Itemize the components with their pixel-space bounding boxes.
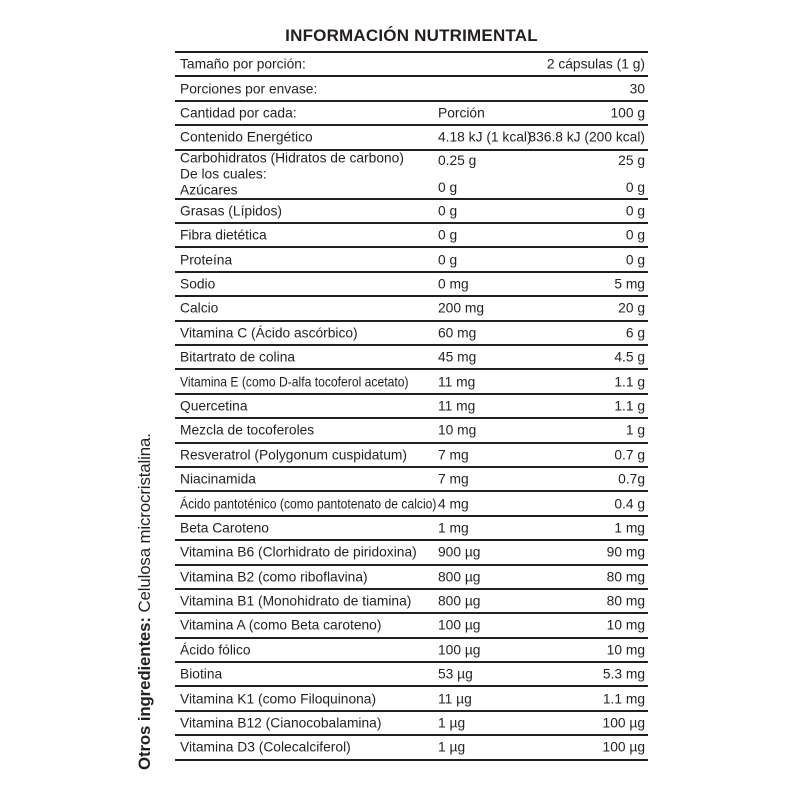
row-label: Contenido Energético bbox=[180, 129, 313, 145]
row-label: Bitartrato de colina bbox=[180, 349, 296, 365]
row-label: Ácido fólico bbox=[180, 642, 251, 658]
portion-value: 1 µg bbox=[438, 739, 466, 755]
table-row bbox=[175, 224, 648, 248]
portion-value: 800 µg bbox=[438, 593, 481, 609]
portion-value: 0 g bbox=[438, 252, 458, 268]
table-row bbox=[175, 639, 648, 663]
portion-value: 60 mg bbox=[438, 325, 477, 341]
row-label-text: Ácido pantoténico (como pantotenato de calcio) bbox=[180, 496, 437, 512]
per100-value: 0 g bbox=[625, 179, 645, 195]
row-label-line: De los cuales: bbox=[180, 166, 267, 182]
table-row bbox=[175, 468, 648, 492]
other-ingredients-text: Celulosa microcristalina. bbox=[135, 433, 154, 618]
table-row bbox=[175, 200, 648, 224]
portion-values bbox=[438, 151, 476, 198]
row-value: 30 bbox=[629, 81, 645, 97]
nutrition-table bbox=[175, 51, 648, 761]
row-label: Vitamina D3 (Colecalciferol) bbox=[180, 739, 351, 755]
portion-value: 200 mg bbox=[438, 300, 485, 316]
table-row bbox=[175, 492, 648, 516]
per100-value: 100 g bbox=[610, 105, 645, 121]
per100-value: 80 mg bbox=[606, 569, 645, 585]
row-label: Resveratrol (Polygonum cuspidatum) bbox=[180, 447, 407, 463]
portion-value: 7 mg bbox=[438, 447, 469, 463]
portion-value: 11 mg bbox=[438, 374, 476, 390]
table-row bbox=[175, 126, 648, 150]
table-row bbox=[175, 541, 648, 565]
portion-value: 10 mg bbox=[438, 422, 477, 438]
portion-value: 0 g bbox=[438, 227, 458, 243]
per100-value: 0.7g bbox=[618, 471, 645, 487]
table-row bbox=[175, 297, 648, 321]
per100-value: 80 mg bbox=[606, 593, 645, 609]
table-row bbox=[175, 614, 648, 638]
table-row bbox=[175, 663, 648, 687]
row-label: Quercetina bbox=[180, 398, 248, 414]
portion-value: 45 mg bbox=[438, 349, 477, 365]
row-value: 2 cápsulas (1 g) bbox=[546, 56, 645, 72]
table-row bbox=[175, 517, 648, 541]
per100-value: 90 mg bbox=[606, 544, 645, 560]
row-label: Vitamina B2 (como riboflavina) bbox=[180, 569, 368, 585]
portion-value: 900 µg bbox=[438, 544, 481, 560]
per100-value: 5 mg bbox=[614, 276, 645, 292]
portion-value: 53 µg bbox=[438, 666, 473, 682]
page-title: INFORMACIÓN NUTRIMENTAL bbox=[285, 26, 538, 45]
table-row bbox=[175, 102, 648, 126]
row-label: Sodio bbox=[180, 276, 216, 292]
portion-value: 1 mg bbox=[438, 520, 469, 536]
portion-value: 0 mg bbox=[438, 276, 469, 292]
table-row bbox=[175, 346, 648, 370]
table-row bbox=[175, 419, 648, 443]
portion-value: 800 µg bbox=[438, 569, 481, 585]
portion-value: 100 µg bbox=[438, 642, 481, 658]
per100-value: 6 g bbox=[625, 325, 645, 341]
table-row bbox=[175, 370, 648, 394]
portion-value: 0.25 g bbox=[438, 152, 477, 168]
row-label: Vitamina A (como Beta caroteno) bbox=[180, 617, 382, 633]
other-ingredients-lead: Otros ingredientes: bbox=[135, 617, 154, 770]
per100-value: 10 mg bbox=[606, 642, 645, 658]
row-label: Niacinamida bbox=[180, 471, 256, 487]
table-row bbox=[175, 77, 648, 101]
row-label bbox=[180, 374, 440, 389]
row-label: Vitamina C (Ácido ascórbico) bbox=[180, 325, 358, 341]
row-label-line: Carbohidratos (Hidratos de carbono) bbox=[180, 150, 404, 166]
per100-value: 5.3 mg bbox=[602, 666, 645, 682]
row-label: Mezcla de tocoferoles bbox=[180, 422, 315, 438]
row-label: Beta Caroteno bbox=[180, 520, 269, 536]
per100-value: 1.1 mg bbox=[602, 691, 645, 707]
portion-value: 11 mg bbox=[438, 398, 476, 414]
per100-value: 100 µg bbox=[602, 715, 645, 731]
table-row bbox=[175, 273, 648, 297]
table-row bbox=[175, 322, 648, 346]
row-label: Calcio bbox=[180, 300, 219, 316]
row-label: Vitamina B6 (Clorhidrato de piridoxina) bbox=[180, 544, 417, 560]
row-label: Biotina bbox=[180, 666, 223, 682]
per100-value: 836.8 kJ (200 kcal) bbox=[528, 129, 645, 145]
per100-value: 4.5 g bbox=[614, 349, 645, 365]
table-row bbox=[175, 53, 648, 77]
per100-value: 20 g bbox=[618, 300, 645, 316]
per100-value: 0 g bbox=[625, 203, 645, 219]
portion-value: 0 g bbox=[438, 203, 458, 219]
per100-value: 25 g bbox=[618, 152, 645, 168]
per100-value: 1 mg bbox=[614, 520, 645, 536]
per100-value: 0 g bbox=[625, 252, 645, 268]
portion-value: 4 mg bbox=[438, 496, 469, 512]
portion-value: Porción bbox=[438, 105, 485, 121]
row-label: Proteína bbox=[180, 252, 233, 268]
per100-value: 0.4 g bbox=[614, 496, 645, 512]
portion-value: 7 mg bbox=[438, 471, 469, 487]
portion-value: 0 g bbox=[438, 179, 458, 195]
row-label bbox=[180, 150, 404, 197]
table-row bbox=[175, 566, 648, 590]
portion-value: 11 µg bbox=[438, 691, 472, 707]
portion-value: 1 µg bbox=[438, 715, 466, 731]
per100-value: 1.1 g bbox=[614, 398, 645, 414]
row-label: Grasas (Lípidos) bbox=[180, 203, 282, 219]
per100-value: 1 g bbox=[625, 422, 645, 438]
per100-value: 0.7 g bbox=[614, 447, 645, 463]
table-row bbox=[175, 151, 648, 200]
row-label-text: Vitamina E (como D-alfa tocoferol acetato) bbox=[180, 374, 409, 390]
row-label: Vitamina K1 (como Filoquinona) bbox=[180, 691, 377, 707]
row-label bbox=[180, 496, 471, 511]
table-row bbox=[175, 395, 648, 419]
row-label: Fibra dietética bbox=[180, 227, 267, 243]
per100-values bbox=[618, 151, 645, 198]
row-label: Vitamina B1 (Monohidrato de tiamina) bbox=[180, 593, 412, 609]
other-ingredients-note bbox=[135, 390, 155, 770]
per100-value: 0 g bbox=[625, 227, 645, 243]
table-row bbox=[175, 444, 648, 468]
table-row bbox=[175, 736, 648, 760]
row-label-line: Azúcares bbox=[180, 182, 238, 198]
table-row bbox=[175, 590, 648, 614]
portion-value: 100 µg bbox=[438, 617, 481, 633]
per100-value: 100 µg bbox=[602, 739, 645, 755]
row-label: Porciones por envase: bbox=[180, 81, 318, 97]
table-row bbox=[175, 248, 648, 272]
row-label: Tamaño por porción: bbox=[180, 56, 306, 72]
table-row bbox=[175, 687, 648, 711]
portion-value: 4.18 kJ (1 kcal) bbox=[438, 129, 532, 145]
table-row bbox=[175, 712, 648, 736]
row-label: Vitamina B12 (Cianocobalamina) bbox=[180, 715, 382, 731]
per100-value: 10 mg bbox=[606, 617, 645, 633]
row-label: Cantidad por cada: bbox=[180, 105, 297, 121]
per100-value: 1.1 g bbox=[614, 374, 645, 390]
